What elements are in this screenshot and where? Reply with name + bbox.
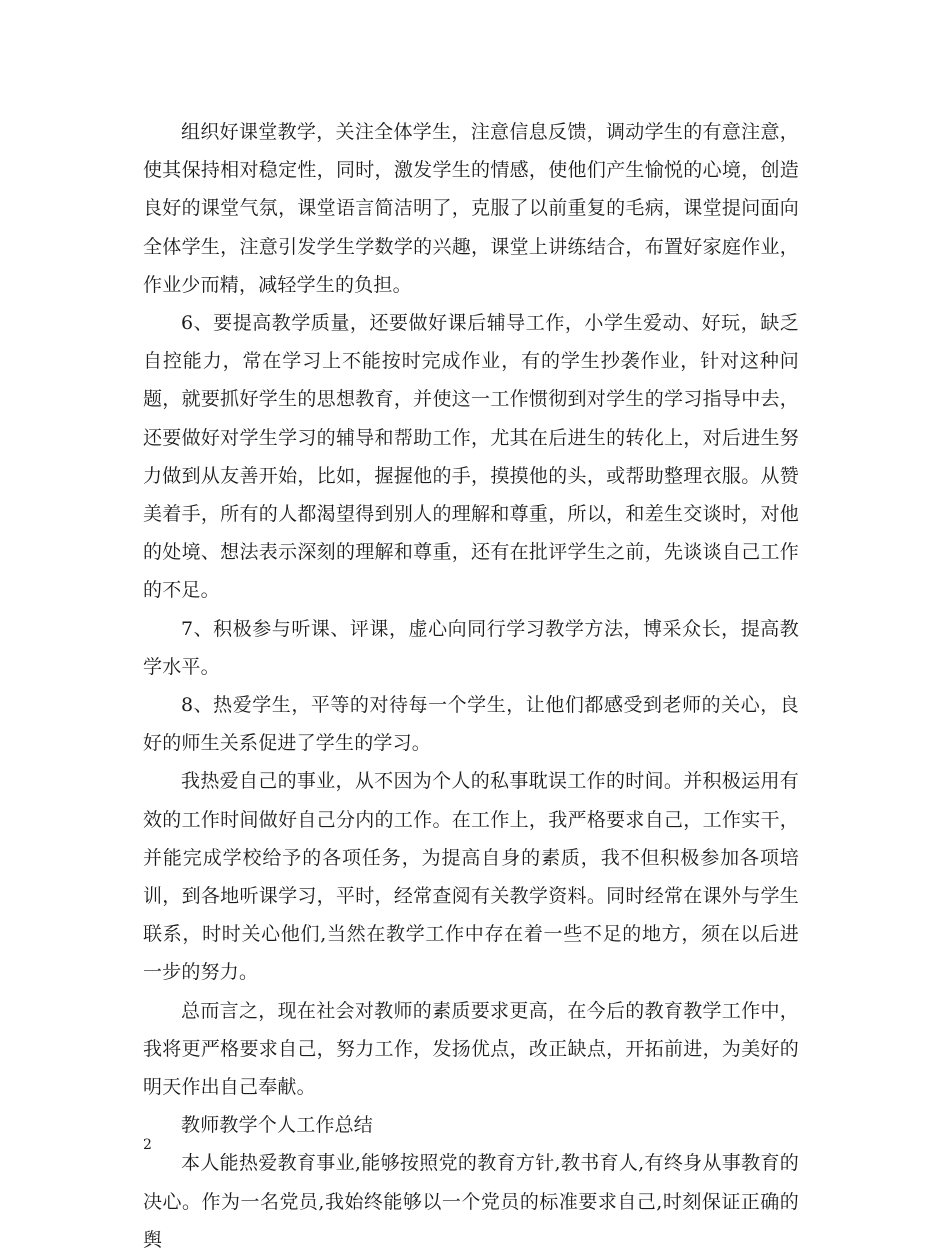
paragraph-new-section-intro: 本人能热爱教育事业,能够按照党的教育方针,教书育人,有终身从事教育的决心。作为一名党员,我始终能够以一个党员的标准要求自己,时刻保证正确的舆: [143, 1152, 799, 1251]
paragraph-classroom-teaching: 组织好课堂教学，关注全体学生，注意信息反馈，调动学生的有意注意，使其保持相对稳定性，同时，激发学生的情感，使他们产生愉悦的心境，创造良好的课堂气氛，课堂语言简洁明了，克服了以前重复的毛病，课堂提问面向全体学生，注意引发学生学数学的兴趣，课堂上讲练结合，布置好家庭作业，作业少而精，减轻学生的负担。: [143, 121, 799, 296]
paragraph-work-attitude: 我热爱自己的事业，从不因为个人的私事耽误工作的时间。并积极运用有效的工作时间做好自己分内的工作。在工作上，我严格要求自己，工作实干，并能完成学校给予的各项任务，为提高自身的素质，我不但积极参加各项培训，到各地听课学习，平时，经常查阅有关教学资料。同时经常在课外与学生联系，时时关心他们,当然在教学工作中存在着一些不足的地方，须在以后进一步的努力。: [143, 770, 799, 984]
page-number: 2: [143, 1137, 152, 1153]
paragraph-conclusion: 总而言之，现在社会对教师的素质要求更高，在今后的教育教学工作中，我将更严格要求自己，努力工作，发扬优点，改正缺点，开拓前进，为美好的明天作出自己奉献。: [143, 999, 799, 1099]
section-heading: 教师教学个人工作总结: [181, 1114, 374, 1137]
paragraph-item-6-tutoring: 6、要提高教学质量，还要做好课后辅导工作，小学生爱动、好玩，缺乏自控能力，常在学习上不能按时完成作业，有的学生抄袭作业，针对这种问题，就要抓好学生的思想教育，并使这一工作惯彻到对学生的学习指导中去，还要做好对学生学习的辅导和帮助工作，尤其在后进生的转化上，对后进生努力做到从友善开始，比如，握握他的手，摸摸他的头，或帮助整理衣服。从赞美着手，所有的人都渴望得到别人的理解和尊重，所以，和差生交谈时，对他的处境、想法表示深刻的理解和尊重，还有在批评学生之前，先谈谈自己工作的不足。: [143, 312, 799, 602]
paragraph-item-7-lesson-review: 7、积极参与听课、评课，虚心向同行学习教学方法，博采众长，提高教学水平。: [143, 617, 799, 678]
paragraph-item-8-love-students: 8、热爱学生，平等的对待每一个学生，让他们都感受到老师的关心，良好的师生关系促进了学生的学习。: [143, 694, 799, 755]
page-body: [143, 113, 799, 1259]
